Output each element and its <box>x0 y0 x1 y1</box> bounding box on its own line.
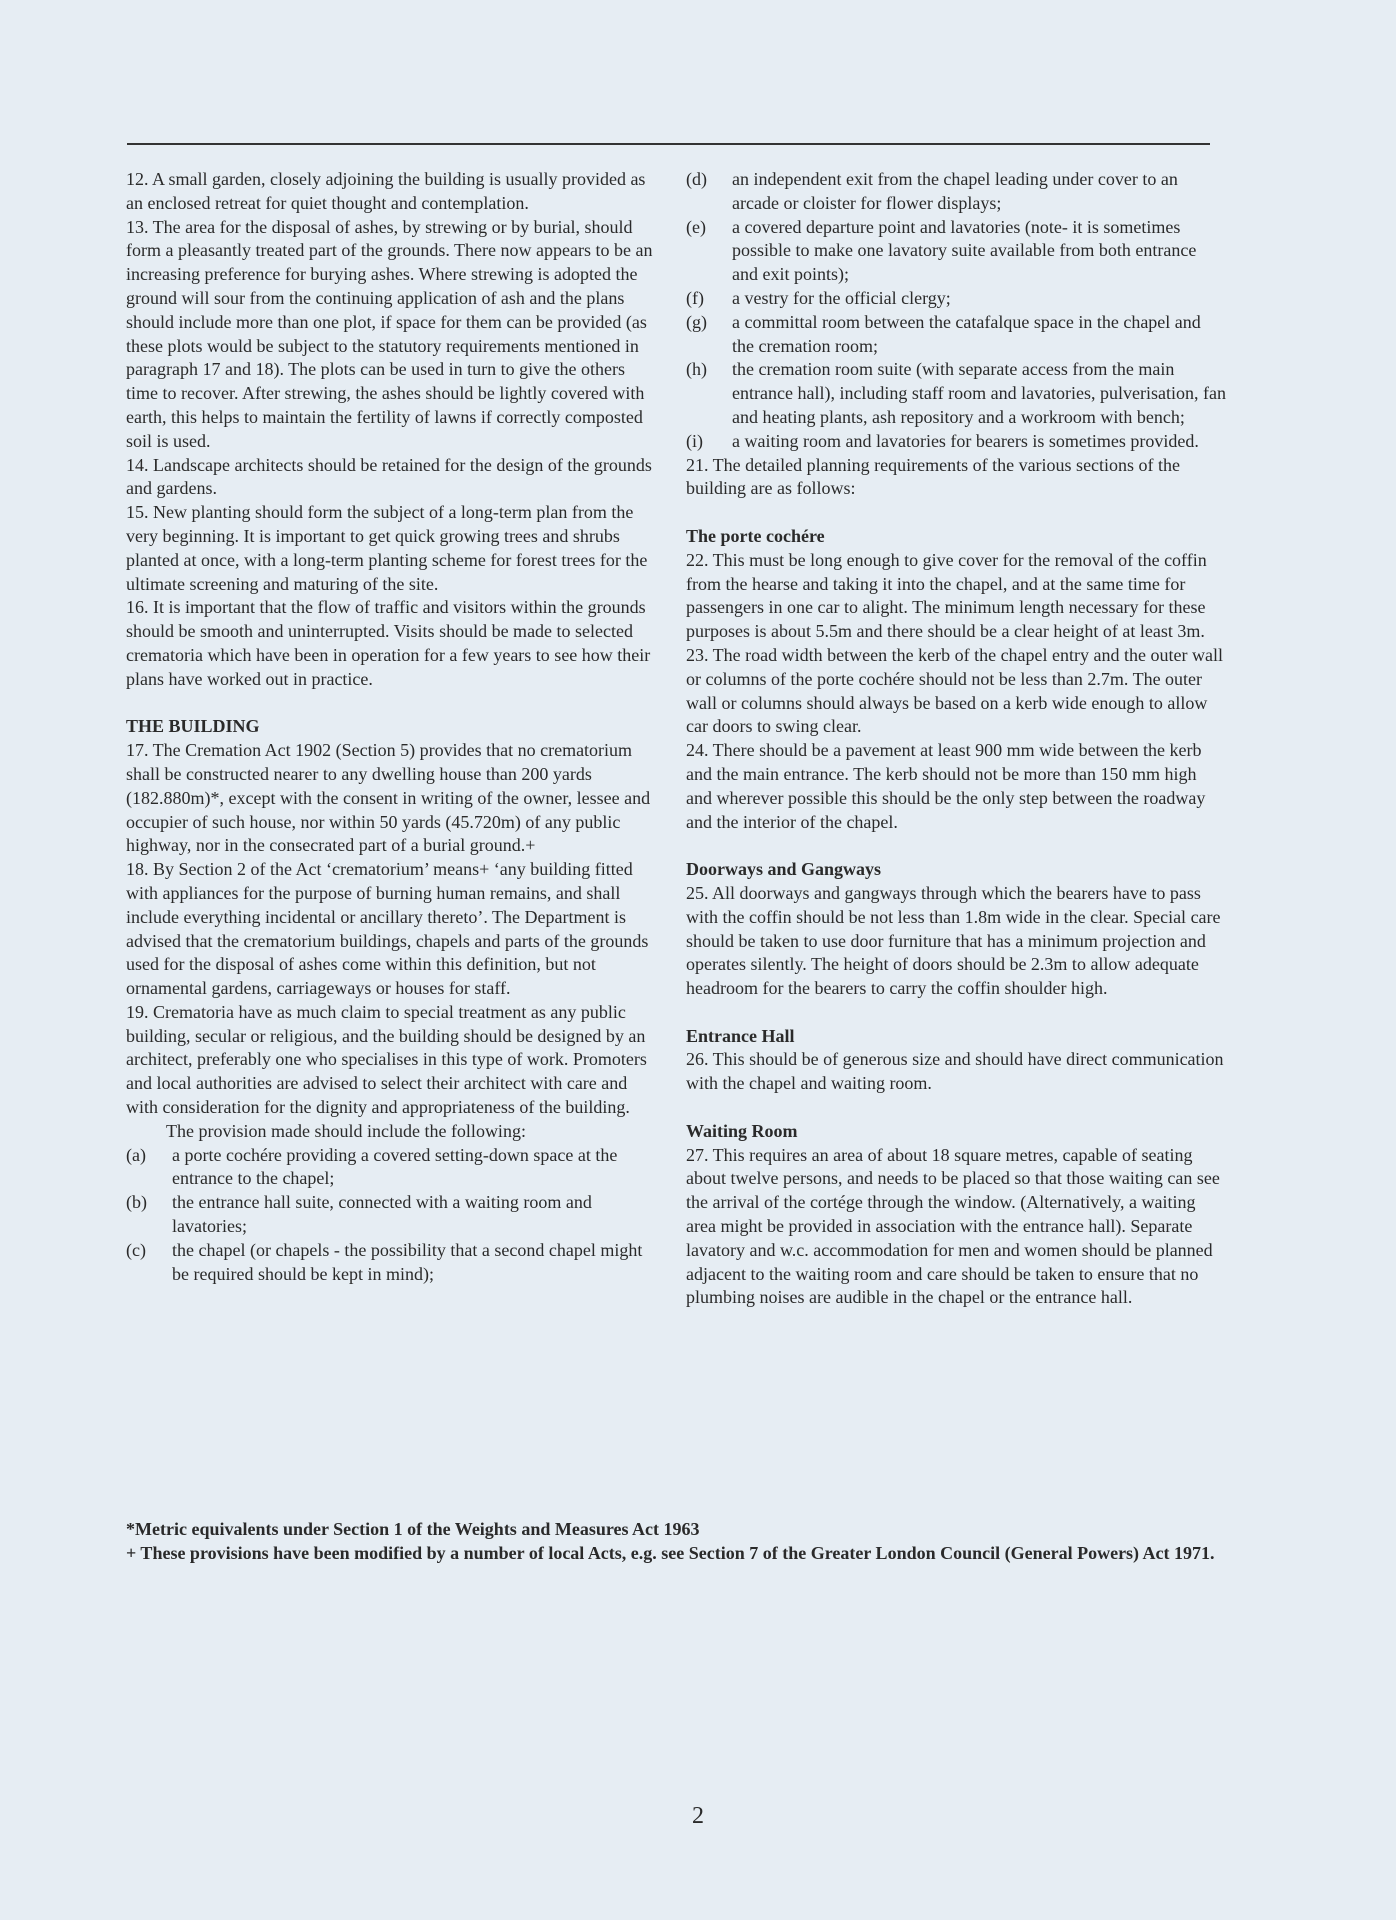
list-item-text: the entrance hall suite, connected with a waiting room and lavatories; <box>172 1192 592 1237</box>
numbered-paragraph: 27. This requires an area of about 18 square metres, capable of seating about twelve persons, and needs to be placed so that those waiting can see the arrival of the cortége through the window. (Alternatively, a waiting area might be provided in association with the entrance hall). Separate lavatory and w.c. accommodation for men and women should be planned adjacent to the waiting room and care should be taken to ensure that no plumbing noises are audible in the chapel or the entrance hall. <box>686 1144 1220 1308</box>
provision-list-item <box>126 1191 660 1239</box>
list-item-text: a vestry for the official clergy; <box>732 287 951 308</box>
list-item-label: (d) <box>686 169 707 189</box>
numbered-paragraph: 16. It is important that the flow of traffic and visitors within the grounds should be smooth and uninterrupted. Visits should be made to selected crematoria which have been in operation for a few years to see how their plans have worked out in practice. <box>126 597 651 689</box>
list-item-label: (b) <box>126 1192 147 1213</box>
provision-intro: The provision made should include the following: <box>166 1120 526 1141</box>
footnote-local-acts: + These provisions have been modified by a number of local Acts, e.g. see Section 7 of the Greater London Council (General Powers) Act 1971. <box>126 1542 1215 1563</box>
provision-list-item <box>686 216 1226 287</box>
numbered-paragraph: 18. By Section 2 of the Act ‘crematorium’ means+ ‘any building fitted with appliances for the purpose of burning human remains, and shall include everything incidental or ancillary thereto’. The Department is advised that the crematorium buildings, chapels and parts of the grounds used for the disposal of ashes come within this definition, but not ornamental gardens, carriageways or houses for staff. <box>126 859 649 999</box>
list-item-label: (e) <box>686 216 706 237</box>
paragraph-gap <box>686 1096 1226 1120</box>
provision-list-item <box>126 1144 660 1192</box>
list-item-label: (f) <box>686 287 704 308</box>
right-column <box>686 168 1226 1310</box>
list-item-text: a covered departure point and lavatories (note- it is sometimes possible to make one lavatory suite available from both entrance and exit points); <box>732 216 1197 285</box>
page-number: 2 <box>692 1803 704 1829</box>
numbered-paragraph: 19. Crematoria have as much claim to special treatment as any public building, secular or religious, and the building should be designed by an architect, preferably one who specialises in this type of work. Promoters and local authorities are advised to select their architect with care and with consideration for the dignity and appropriateness of the building. <box>126 1001 647 1118</box>
list-item-label: (i) <box>686 430 703 451</box>
footnote-metric: *Metric equivalents under Section 1 of the Weights and Measures Act 1963 <box>126 1519 700 1539</box>
numbered-paragraph: 12. A small garden, closely adjoining the building is usually provided as an enclosed retreat for quiet thought and contemplation. <box>126 169 646 213</box>
numbered-paragraph: 21. The detailed planning requirements of the various sections of the building are as follows: <box>686 454 1181 499</box>
list-item-text: a porte cochére providing a covered setting-down space at the entrance to the chapel; <box>172 1144 618 1189</box>
section-heading: Waiting Room <box>686 1120 798 1141</box>
provision-list-item <box>126 1239 660 1287</box>
paragraph-gap <box>686 1001 1226 1025</box>
section-heading: Entrance Hall <box>686 1025 795 1046</box>
list-item-label: (a) <box>126 1144 146 1165</box>
numbered-paragraph: 15. New planting should form the subject of a long-term plan from the very beginning. It is important to get quick growing trees and shrubs planted at once, with a long-term planting scheme for forest trees for the ultimate screening and maturing of the site. <box>126 502 648 594</box>
header-rule <box>127 143 1210 145</box>
section-heading: Doorways and Gangways <box>686 859 882 880</box>
provision-list-item <box>686 168 1226 216</box>
provision-list-item <box>686 311 1226 359</box>
section-heading: The porte cochére <box>686 525 825 546</box>
numbered-paragraph: 17. The Cremation Act 1902 (Section 5) provides that no crematorium shall be constructed nearer to any dwelling house than 200 yards (182.880m)*, except with the consent in writing of the owner, lessee and occupier of such house, nor within 50 yards (45.720m) of any public highway, nor in the consecrated part of a burial ground.+ <box>126 740 651 856</box>
numbered-paragraph: 24. There should be a pavement at least 900 mm wide between the kerb and the main entrance. The kerb should not be more than 150 mm high and wherever possible this should be the only step between the roadway and the interior of the chapel. <box>686 740 1206 832</box>
numbered-paragraph: 23. The road width between the kerb of the chapel entry and the outer wall or columns of the porte cochére should not be less than 2.7m. The outer wall or columns should always be based on a kerb wide enough to allow car doors to swing clear. <box>686 644 1223 737</box>
list-item-label: (c) <box>126 1239 146 1260</box>
numbered-paragraph: 22. This must be long enough to give cover for the removal of the coffin from the hearse and taking it into the chapel, and at the same time for passengers in one car to alight. The minimum length necessary for these purposes is about 5.5m and there should be a clear height of at least 3m. <box>686 549 1207 642</box>
list-item-text: an independent exit from the chapel leading under cover to an arcade or cloister for flower displays; <box>732 169 1178 213</box>
provision-list-item <box>686 287 1226 311</box>
list-item-text: a waiting room and lavatories for bearers is sometimes provided. <box>732 430 1199 451</box>
provision-list-item <box>686 358 1226 429</box>
numbered-paragraph: 13. The area for the disposal of ashes, by strewing or by burial, should form a pleasantly treated part of the grounds. There now appears to be an increasing preference for burying ashes. Where strewing is adopted the ground will sour from the continuing application of ash and the plans should include more than one plot, if space for them can be provided (as these plots would be subject to the statutory requirements mentioned in paragraph 17 and 18). The plots can be used in turn to give the others time to recover. After strewing, the ashes should be lightly covered with earth, this helps to maintain the fertility of lawns if correctly composted soil is used. <box>126 216 653 451</box>
paragraph-gap <box>686 501 1226 525</box>
list-item-text: a committal room between the catafalque space in the chapel and the cremation room; <box>732 311 1201 356</box>
numbered-paragraph: 14. Landscape architects should be retained for the design of the grounds and gardens. <box>126 454 652 499</box>
provision-list-item <box>686 430 1226 454</box>
list-item-text: the cremation room suite (with separate access from the main entrance hall), including staff room and lavatories, pulverisation, fan and heating plants, ash repository and a workroom with bench; <box>732 359 1227 427</box>
footnotes <box>126 1518 1226 1566</box>
numbered-paragraph: 25. All doorways and gangways through which the bearers have to pass with the coffin should be not less than 1.8m wide in the clear. Special care should be taken to use door furniture that has a minimum projection and operates silently. The height of doors should be 2.3m to allow adequate headroom for the bearers to carry the coffin shoulder high. <box>686 882 1221 999</box>
list-item-label: (h) <box>686 359 707 380</box>
section-heading: THE BUILDING <box>126 716 260 737</box>
paragraph-gap <box>686 834 1226 858</box>
numbered-paragraph: 26. This should be of generous size and should have direct communication with the chapel and waiting room. <box>686 1049 1224 1094</box>
list-item-label: (g) <box>686 311 707 332</box>
list-item-text: the chapel (or chapels - the possibility that a second chapel might be required should be kept in mind); <box>172 1239 643 1284</box>
left-column <box>126 168 660 1286</box>
paragraph-gap <box>126 692 660 716</box>
